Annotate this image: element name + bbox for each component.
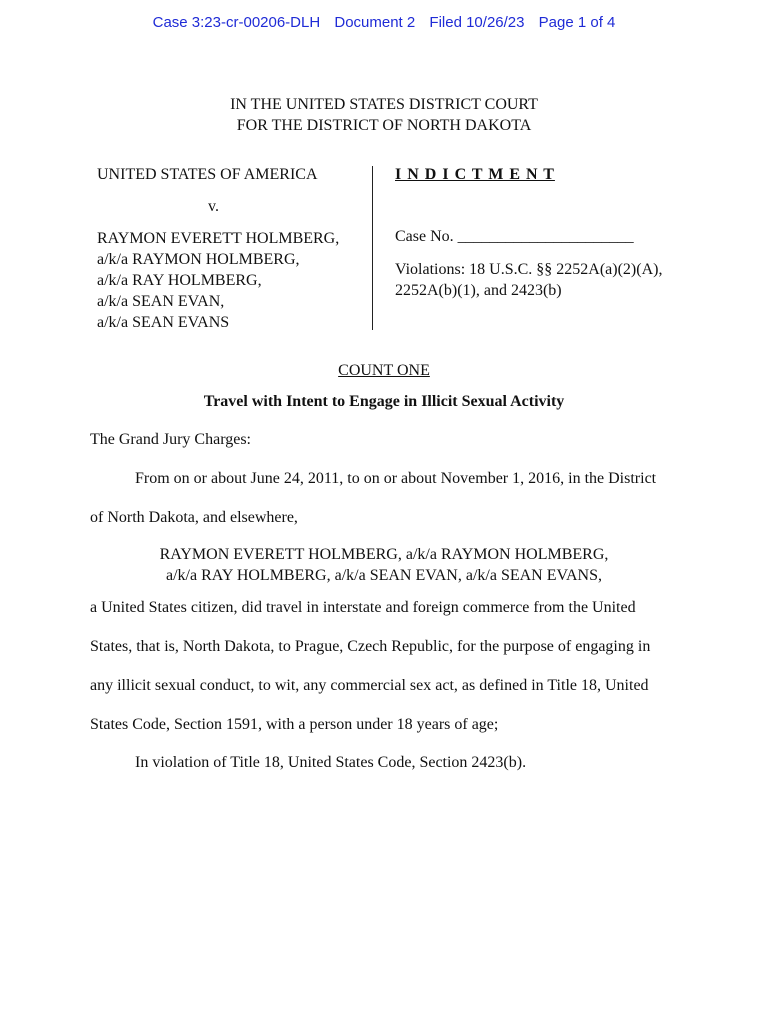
violation-statement: In violation of Title 18, United States Code, Section 2423(b). <box>135 754 527 771</box>
paragraph-1-line-1: From on or about June 24, 2011, to on or about November 1, 2016, in the District <box>135 470 657 487</box>
violations-block <box>395 259 662 301</box>
paragraph-2-line: States, that is, North Dakota, to Prague, Czech Republic, for the purpose of engaging in <box>90 638 651 655</box>
grand-jury-intro: The Grand Jury Charges: <box>90 431 251 448</box>
indictment-title: I N D I C T M E N T <box>395 166 555 183</box>
paragraph-2-line: any illicit sexual conduct, to wit, any commercial sex act, as defined in Title 18, United <box>90 677 649 694</box>
court-title <box>0 94 768 136</box>
defendant-line-2: a/k/a RAY HOLMBERG, a/k/a SEAN EVAN, a/k/a SEAN EVANS, <box>166 567 602 584</box>
versus-label: v. <box>208 198 219 215</box>
filed-date-stamp: Filed 10/26/23 <box>429 14 525 31</box>
paragraph-1-line-2: of North Dakota, and elsewhere, <box>90 509 298 526</box>
defendant-alias-line: a/k/a RAY HOLMBERG, <box>97 272 262 289</box>
case-number-stamp: Case 3:23-cr-00206-DLH <box>152 14 321 31</box>
case-number-field: Case No. ______________________ <box>395 228 634 245</box>
count-subheading: Travel with Intent to Engage in Illicit Sexual Activity <box>203 393 565 410</box>
violations-line-2: 2252A(b)(1), and 2423(b) <box>395 282 562 299</box>
court-title-line-1: IN THE UNITED STATES DISTRICT COURT <box>230 96 538 113</box>
defendant-alias-line: a/k/a SEAN EVANS <box>97 314 230 331</box>
violations-line-1: Violations: 18 U.S.C. §§ 2252A(a)(2)(A), <box>395 261 663 278</box>
defendant-names <box>97 228 339 333</box>
defendant-line-1: RAYMON EVERETT HOLMBERG, a/k/a RAYMON HOLMBERG, <box>159 546 609 563</box>
count-heading: COUNT ONE <box>338 362 430 379</box>
plaintiff-name: UNITED STATES OF AMERICA <box>97 166 318 183</box>
filing-header <box>0 14 768 31</box>
paragraph-2-line: a United States citizen, did travel in interstate and foreign commerce from the United <box>90 599 636 616</box>
defendant-name-line: RAYMON EVERETT HOLMBERG, <box>97 230 340 247</box>
page-number-stamp: Page 1 of 4 <box>538 14 616 31</box>
paragraph-2-line: States Code, Section 1591, with a person under 18 years of age; <box>90 716 499 733</box>
caption-divider <box>372 166 373 330</box>
document-number-stamp: Document 2 <box>334 14 416 31</box>
defendant-alias-line: a/k/a SEAN EVAN, <box>97 293 225 310</box>
court-title-line-2: FOR THE DISTRICT OF NORTH DAKOTA <box>236 117 532 134</box>
defendant-alias-line: a/k/a RAYMON HOLMBERG, <box>97 251 300 268</box>
